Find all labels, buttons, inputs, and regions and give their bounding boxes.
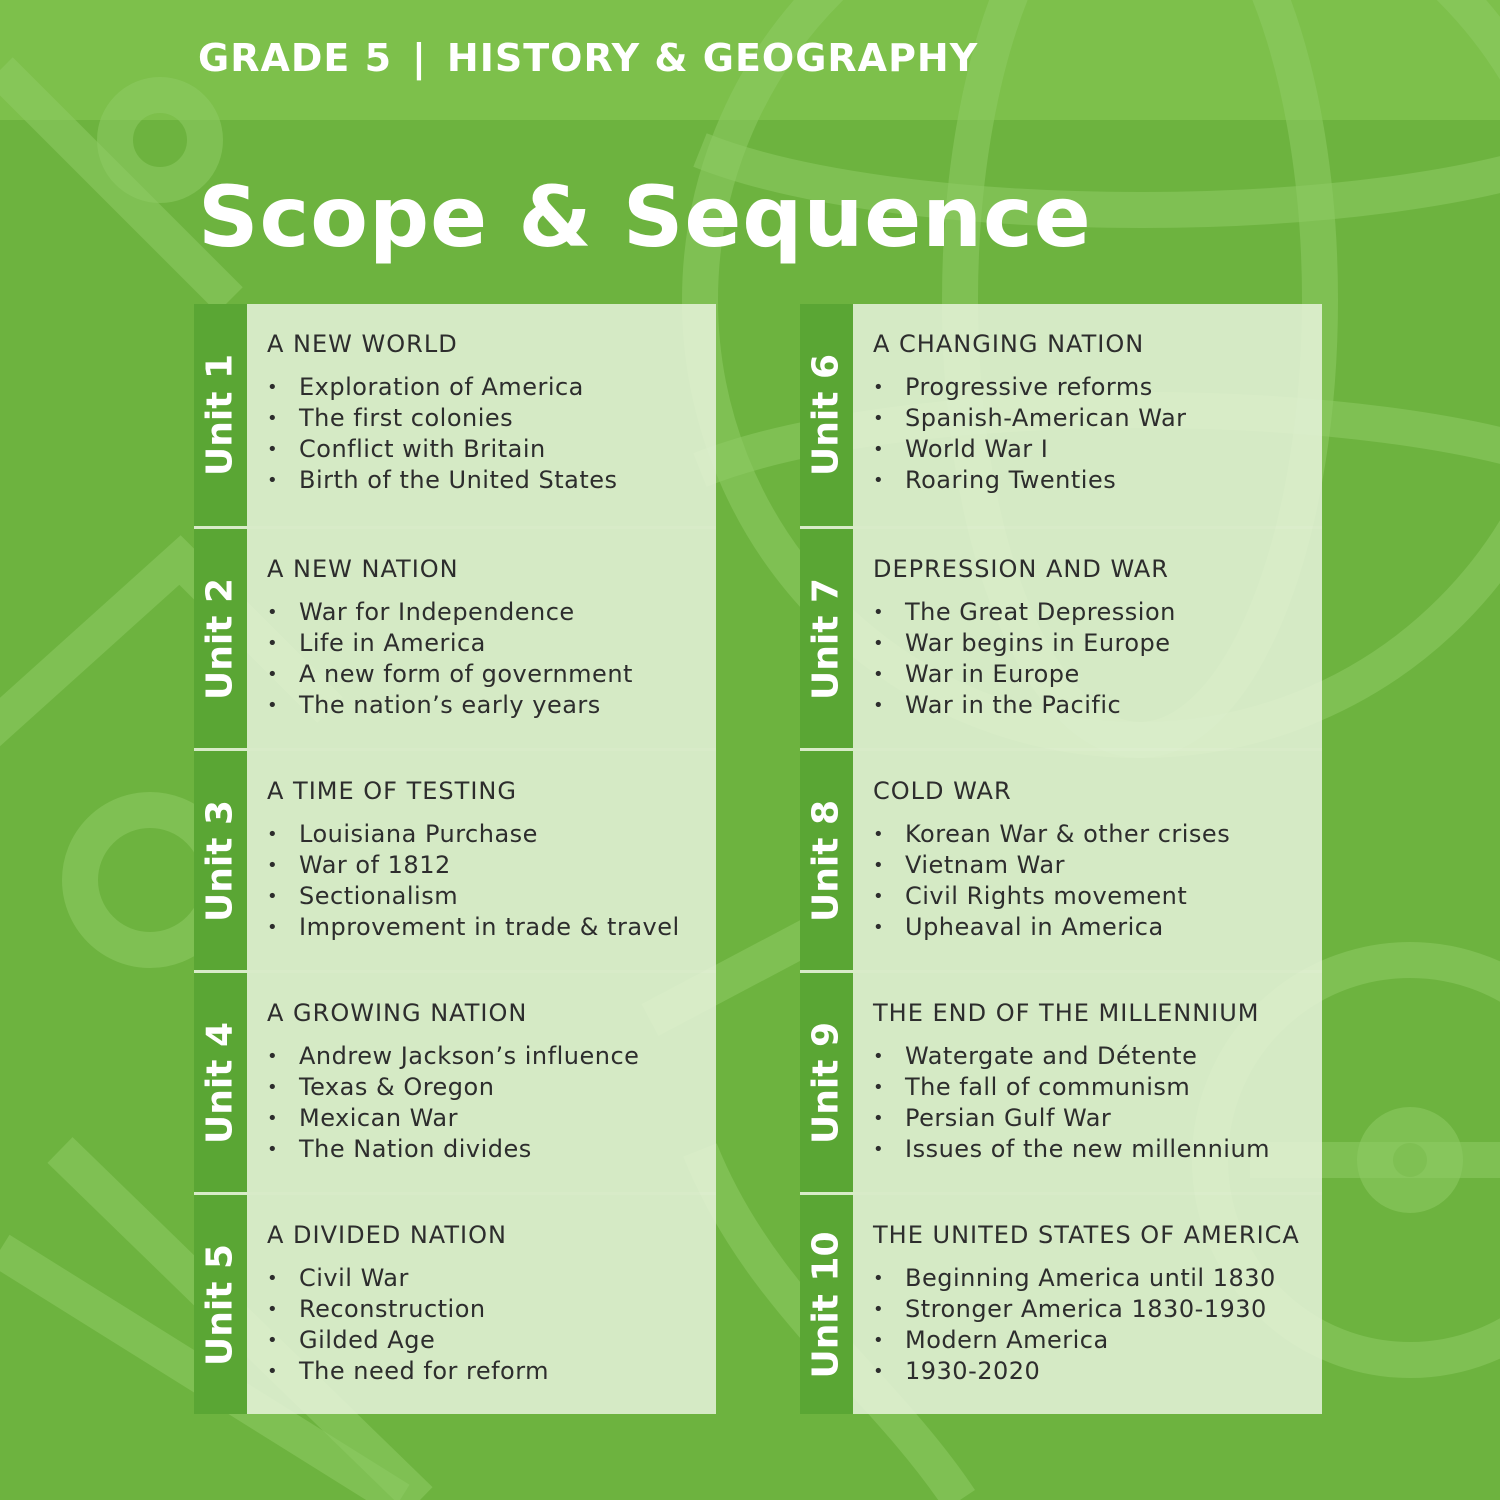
unit-topic: • Life in America bbox=[267, 628, 716, 659]
unit-topic: • The Great Depression bbox=[873, 597, 1322, 628]
unit-tab bbox=[194, 304, 247, 526]
unit-body bbox=[853, 751, 1322, 970]
unit-topic: • Progressive reforms bbox=[873, 372, 1322, 403]
unit-topic: • Upheaval in America bbox=[873, 912, 1322, 943]
unit-tab bbox=[194, 529, 247, 748]
unit-topic: • Persian Gulf War bbox=[873, 1103, 1322, 1134]
unit-topic: • Andrew Jackson’s influence bbox=[267, 1041, 716, 1072]
unit-card-10 bbox=[800, 1192, 1322, 1414]
heading-separator: | bbox=[412, 36, 427, 80]
unit-label: Unit 7 bbox=[805, 577, 847, 700]
unit-title: THE UNITED STATES OF AMERICA bbox=[873, 1221, 1300, 1249]
unit-topic: • Reconstruction bbox=[267, 1294, 716, 1325]
subject-label: HISTORY & GEOGRAPHY bbox=[446, 36, 979, 80]
unit-title: A GROWING NATION bbox=[267, 999, 528, 1027]
unit-topic: • Gilded Age bbox=[267, 1325, 716, 1356]
unit-topic-list bbox=[873, 1263, 1322, 1387]
unit-topic: • Issues of the new millennium bbox=[873, 1134, 1322, 1165]
unit-label: Unit 8 bbox=[805, 799, 847, 922]
unit-card-9 bbox=[800, 970, 1322, 1192]
unit-topic: • Improvement in trade & travel bbox=[267, 912, 716, 943]
unit-label: Unit 3 bbox=[199, 799, 241, 922]
unit-title: A NEW WORLD bbox=[267, 330, 458, 358]
unit-topic: • War begins in Europe bbox=[873, 628, 1322, 659]
unit-title: THE END OF THE MILLENNIUM bbox=[873, 999, 1260, 1027]
unit-topic: • The nation’s early years bbox=[267, 690, 716, 721]
unit-tab bbox=[194, 751, 247, 970]
unit-topic: • Modern America bbox=[873, 1325, 1322, 1356]
unit-topic: • Conflict with Britain bbox=[267, 434, 716, 465]
unit-topic: • The first colonies bbox=[267, 403, 716, 434]
unit-title: A TIME OF TESTING bbox=[267, 777, 517, 805]
unit-body bbox=[247, 751, 716, 970]
unit-body bbox=[247, 973, 716, 1192]
unit-topic: • Beginning America until 1830 bbox=[873, 1263, 1322, 1294]
unit-body bbox=[247, 304, 716, 526]
unit-card-5 bbox=[194, 1192, 716, 1414]
unit-topic: • Spanish-American War bbox=[873, 403, 1322, 434]
unit-topic-list bbox=[873, 372, 1322, 496]
unit-body bbox=[247, 1195, 716, 1414]
unit-label: Unit 9 bbox=[805, 1021, 847, 1144]
unit-label: Unit 1 bbox=[199, 354, 241, 476]
grade-label: GRADE 5 bbox=[198, 36, 393, 80]
unit-topic: • Sectionalism bbox=[267, 881, 716, 912]
unit-topic: • War of 1812 bbox=[267, 850, 716, 881]
unit-card-8 bbox=[800, 748, 1322, 970]
unit-topic-list bbox=[873, 597, 1322, 721]
unit-topic-list bbox=[267, 597, 716, 721]
unit-topic-list bbox=[267, 372, 716, 496]
unit-card-1 bbox=[194, 304, 716, 526]
unit-topic: • War for Independence bbox=[267, 597, 716, 628]
unit-card-7 bbox=[800, 526, 1322, 748]
unit-card-4 bbox=[194, 970, 716, 1192]
unit-tab bbox=[800, 529, 853, 748]
unit-label: Unit 6 bbox=[805, 354, 847, 476]
unit-topic: • War in Europe bbox=[873, 659, 1322, 690]
unit-title: COLD WAR bbox=[873, 777, 1012, 805]
unit-card-3 bbox=[194, 748, 716, 970]
unit-label: Unit 4 bbox=[199, 1021, 241, 1144]
unit-topic: • War in the Pacific bbox=[873, 690, 1322, 721]
unit-topic: • Texas & Oregon bbox=[267, 1072, 716, 1103]
unit-topic: • The fall of communism bbox=[873, 1072, 1322, 1103]
unit-title: A CHANGING NATION bbox=[873, 330, 1145, 358]
unit-topic: • The Nation divides bbox=[267, 1134, 716, 1165]
unit-tab bbox=[194, 973, 247, 1192]
unit-tab bbox=[800, 304, 853, 526]
unit-topic: • Watergate and Détente bbox=[873, 1041, 1322, 1072]
unit-body bbox=[247, 529, 716, 748]
unit-topic: • 1930-2020 bbox=[873, 1356, 1322, 1387]
unit-body bbox=[853, 1195, 1322, 1414]
page-title: Scope & Sequence bbox=[198, 168, 1092, 266]
unit-topic: • Stronger America 1830-1930 bbox=[873, 1294, 1322, 1325]
unit-topic: • Civil War bbox=[267, 1263, 716, 1294]
unit-tab bbox=[800, 751, 853, 970]
unit-topic-list bbox=[267, 1263, 716, 1387]
unit-title: DEPRESSION AND WAR bbox=[873, 555, 1169, 583]
unit-tab bbox=[800, 1195, 853, 1414]
unit-topic-list bbox=[267, 1041, 716, 1165]
unit-label: Unit 10 bbox=[805, 1230, 847, 1379]
unit-topic: • Roaring Twenties bbox=[873, 465, 1322, 496]
unit-card-2 bbox=[194, 526, 716, 748]
unit-title: A DIVIDED NATION bbox=[267, 1221, 507, 1249]
unit-tab bbox=[194, 1195, 247, 1414]
unit-topic-list bbox=[873, 819, 1322, 943]
unit-topic-list bbox=[267, 819, 716, 943]
unit-topic: • The need for reform bbox=[267, 1356, 716, 1387]
unit-card-6 bbox=[800, 304, 1322, 526]
unit-tab bbox=[800, 973, 853, 1192]
unit-topic: • Louisiana Purchase bbox=[267, 819, 716, 850]
unit-topic: • Civil Rights movement bbox=[873, 881, 1322, 912]
units-column-left bbox=[194, 304, 716, 1414]
unit-topic: • Korean War & other crises bbox=[873, 819, 1322, 850]
unit-topic-list bbox=[873, 1041, 1322, 1165]
unit-body bbox=[853, 304, 1322, 526]
units-column-right bbox=[800, 304, 1322, 1414]
unit-label: Unit 2 bbox=[199, 577, 241, 700]
grade-subject-heading bbox=[198, 36, 978, 80]
unit-topic: • Birth of the United States bbox=[267, 465, 716, 496]
unit-body bbox=[853, 529, 1322, 748]
unit-topic: • World War I bbox=[873, 434, 1322, 465]
unit-topic: • A new form of government bbox=[267, 659, 716, 690]
unit-body bbox=[853, 973, 1322, 1192]
unit-label: Unit 5 bbox=[199, 1243, 241, 1366]
unit-topic: • Mexican War bbox=[267, 1103, 716, 1134]
unit-topic: • Exploration of America bbox=[267, 372, 716, 403]
unit-title: A NEW NATION bbox=[267, 555, 459, 583]
unit-topic: • Vietnam War bbox=[873, 850, 1322, 881]
